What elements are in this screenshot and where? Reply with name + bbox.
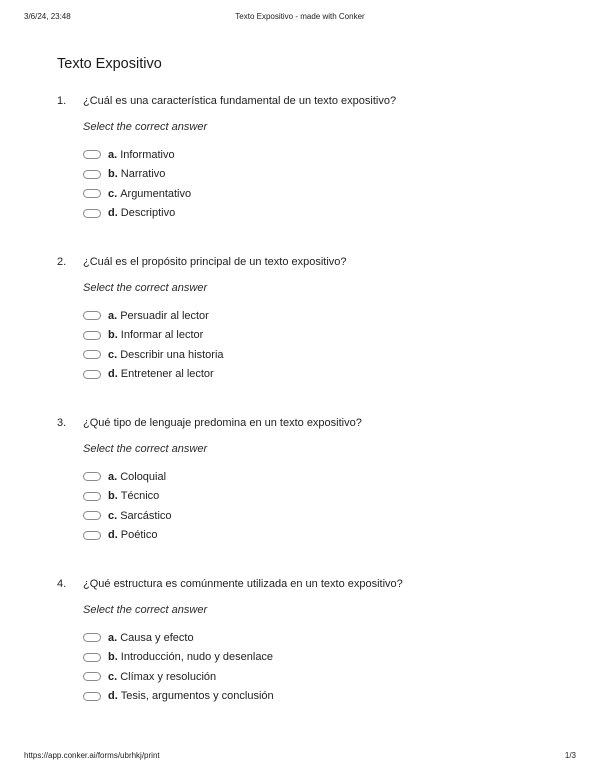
option-text: Informativo xyxy=(120,148,175,161)
question-hint: Select the correct answer xyxy=(83,443,208,455)
answer-options xyxy=(83,467,557,545)
option-letter: b. xyxy=(108,651,118,664)
option-text: Causa y efecto xyxy=(120,631,194,644)
question-3 xyxy=(57,415,557,561)
answer-option-d[interactable] xyxy=(83,687,557,707)
option-letter: b. xyxy=(108,168,118,181)
radio-icon[interactable] xyxy=(83,692,101,701)
question-hint: Select the correct answer xyxy=(83,282,208,294)
print-date: 3/6/24, 23:48 xyxy=(24,12,71,21)
question-number: 2. xyxy=(57,256,67,268)
question-header xyxy=(57,93,557,109)
question-hint: Select the correct answer xyxy=(83,604,208,616)
radio-icon[interactable] xyxy=(83,311,101,320)
radio-icon[interactable] xyxy=(83,370,101,379)
option-text: Coloquial xyxy=(120,470,167,483)
answer-option-c[interactable] xyxy=(83,506,557,526)
answer-option-c[interactable] xyxy=(83,667,557,687)
option-letter: d. xyxy=(108,529,118,542)
option-letter: a. xyxy=(108,309,118,322)
answer-options xyxy=(83,628,557,706)
option-letter: a. xyxy=(108,148,118,161)
option-text: Descriptivo xyxy=(120,207,176,220)
question-text: ¿Cuál es el propósito principal de un texto expositivo? xyxy=(83,256,347,268)
question-2 xyxy=(57,254,557,400)
answer-option-b[interactable] xyxy=(83,326,557,346)
radio-icon[interactable] xyxy=(83,209,101,218)
print-url: https://app.conker.ai/forms/ubrhkj/print xyxy=(24,751,160,760)
question-number: 4. xyxy=(57,578,67,590)
answer-option-d[interactable] xyxy=(83,204,557,224)
answer-option-c[interactable] xyxy=(83,184,557,204)
question-header xyxy=(57,254,557,270)
question-4 xyxy=(57,576,557,722)
answer-option-d[interactable] xyxy=(83,365,557,385)
question-header xyxy=(57,415,557,431)
question-1 xyxy=(57,93,557,239)
radio-icon[interactable] xyxy=(83,531,101,540)
option-text: Introducción, nudo y desenlace xyxy=(120,651,274,664)
radio-icon[interactable] xyxy=(83,492,101,501)
radio-icon[interactable] xyxy=(83,170,101,179)
question-text: ¿Qué estructura es comúnmente utilizada en un texto expositivo? xyxy=(83,578,403,590)
answer-option-d[interactable] xyxy=(83,526,557,546)
answer-option-a[interactable] xyxy=(83,467,557,487)
option-letter: d. xyxy=(108,207,118,220)
answer-option-b[interactable] xyxy=(83,165,557,185)
option-text: Persuadir al lector xyxy=(120,309,209,322)
option-text: Informar al lector xyxy=(120,329,204,342)
option-text: Clímax y resolución xyxy=(120,670,217,683)
option-text: Narrativo xyxy=(120,168,166,181)
option-text: Sarcástico xyxy=(120,509,172,522)
option-letter: c. xyxy=(108,509,118,522)
question-text: ¿Qué tipo de lenguaje predomina en un texto expositivo? xyxy=(83,417,362,429)
option-letter: d. xyxy=(108,368,118,381)
option-letter: a. xyxy=(108,631,118,644)
option-letter: d. xyxy=(108,690,118,703)
option-letter: b. xyxy=(108,490,118,503)
question-text: ¿Cuál es una característica fundamental de un texto expositivo? xyxy=(83,95,397,107)
answer-option-b[interactable] xyxy=(83,648,557,668)
option-text: Poético xyxy=(120,529,158,542)
answer-option-a[interactable] xyxy=(83,306,557,326)
question-number: 1. xyxy=(57,95,67,107)
print-footer xyxy=(24,751,576,763)
radio-icon[interactable] xyxy=(83,189,101,198)
answer-options xyxy=(83,306,557,384)
page-title: Texto Expositivo xyxy=(57,56,162,72)
option-text: Técnico xyxy=(120,490,160,503)
radio-icon[interactable] xyxy=(83,331,101,340)
radio-icon[interactable] xyxy=(83,472,101,481)
answer-option-a[interactable] xyxy=(83,628,557,648)
radio-icon[interactable] xyxy=(83,350,101,359)
option-text: Entretener al lector xyxy=(120,368,214,381)
answer-option-b[interactable] xyxy=(83,487,557,507)
option-text: Tesis, argumentos y conclusión xyxy=(120,690,274,703)
radio-icon[interactable] xyxy=(83,633,101,642)
question-header xyxy=(57,576,557,592)
option-letter: c. xyxy=(108,348,118,361)
print-header xyxy=(24,12,576,24)
option-letter: c. xyxy=(108,670,118,683)
page-number: 1/3 xyxy=(564,751,576,760)
answer-options xyxy=(83,145,557,223)
option-text: Argumentativo xyxy=(120,187,192,200)
radio-icon[interactable] xyxy=(83,150,101,159)
radio-icon[interactable] xyxy=(83,672,101,681)
option-letter: c. xyxy=(108,187,118,200)
answer-option-c[interactable] xyxy=(83,345,557,365)
option-letter: b. xyxy=(108,329,118,342)
radio-icon[interactable] xyxy=(83,653,101,662)
radio-icon[interactable] xyxy=(83,511,101,520)
question-hint: Select the correct answer xyxy=(83,121,208,133)
option-letter: a. xyxy=(108,470,118,483)
question-number: 3. xyxy=(57,417,67,429)
option-text: Describir una historia xyxy=(120,348,224,361)
answer-option-a[interactable] xyxy=(83,145,557,165)
print-doc-title: Texto Expositivo - made with Conker xyxy=(235,12,365,21)
